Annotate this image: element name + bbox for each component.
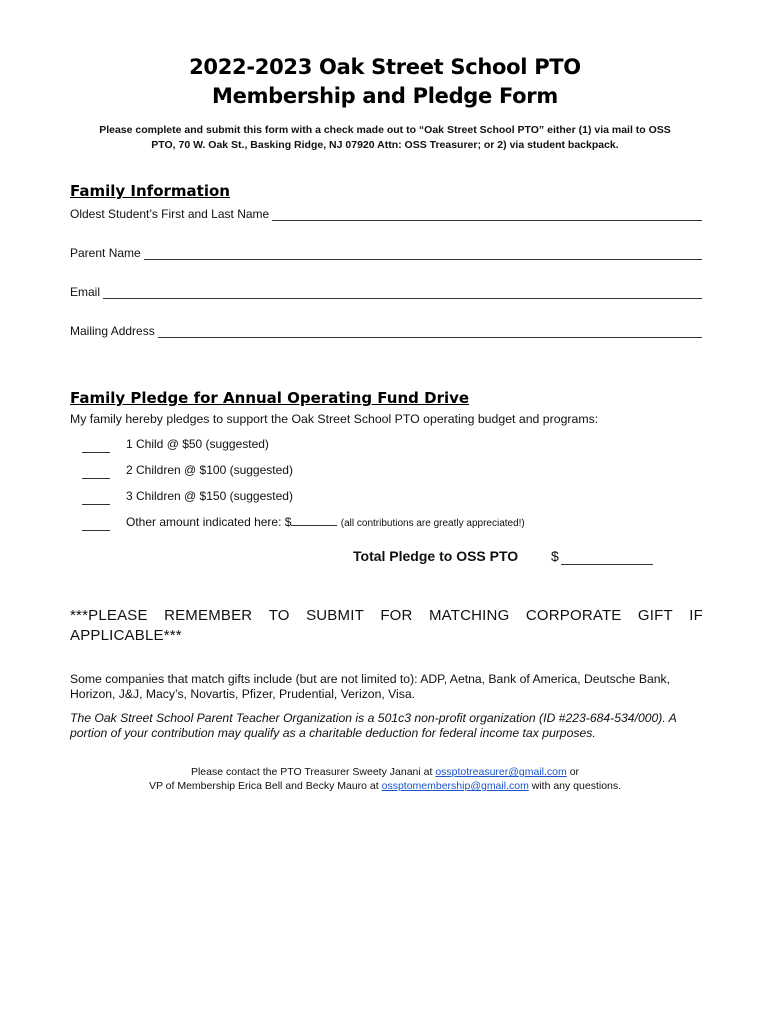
pledge-option-1: 1 Child @ $50 (suggested) (126, 437, 269, 451)
pledge-option-2: 2 Children @ $100 (suggested) (126, 463, 293, 477)
instructions-line2: PTO, 70 W. Oak St., Basking Ridge, NJ 07920 Attn: OSS Treasurer; or 2) via student backpack. (151, 139, 619, 151)
parent-name-label: Parent Name (70, 246, 141, 260)
companies-line2: Horizon, J&J, Macy’s, Novartis, Pfizer, Prudential, Verizon, Visa. (70, 687, 415, 701)
reminder-word: CORPORATE (525, 607, 622, 624)
pledge-option-other (126, 515, 525, 529)
student-name-field[interactable] (70, 205, 702, 221)
parent-name-field[interactable] (70, 244, 702, 260)
mailing-address-label: Mailing Address (70, 324, 155, 338)
pledge-option-3-blank[interactable] (82, 492, 110, 505)
mailing-address-line[interactable] (158, 326, 702, 338)
email-line[interactable] (103, 287, 702, 299)
contact-line2-text: VP of Membership Erica Bell and Becky Mauro at (148, 780, 382, 792)
reminder-line1 (70, 606, 703, 626)
reminder-word: REMEMBER (164, 607, 253, 624)
mailing-address-field[interactable] (70, 322, 702, 338)
contact-line2-tail: with any questions. (528, 780, 622, 792)
reminder-word: MATCHING (428, 607, 510, 624)
membership-email-link[interactable]: ossptomembership@gmail.com (381, 780, 529, 792)
reminder-word: GIFT (637, 607, 673, 624)
reminder-word: ***PLEASE (70, 607, 148, 624)
nonprofit-statement (70, 711, 704, 741)
pledge-option-3: 3 Children @ $150 (suggested) (126, 489, 293, 503)
reminder-word: SUBMIT (306, 607, 364, 624)
student-name-line[interactable] (272, 209, 702, 221)
total-pledge-currency: $ (551, 548, 559, 564)
contact-line1-text: Please contact the PTO Treasurer Sweety Janani at (190, 766, 436, 778)
pledge-intro: My family hereby pledges to support the Oak Street School PTO operating budget and programs: (70, 412, 599, 426)
student-name-label: Oldest Student’s First and Last Name (70, 207, 270, 221)
companies-line1: Some companies that match gifts include (but are not limited to): ADP, Aetna, Bank of America, Deutsche Bank, (70, 672, 670, 686)
other-amount-line[interactable] (291, 515, 337, 526)
form-instructions (70, 123, 700, 153)
reminder-word: FOR (380, 607, 413, 624)
email-field[interactable] (70, 283, 702, 299)
nonprofit-line1: The Oak Street School Parent Teacher Organization is a 501c3 non-profit organization (ID #223-684-534/000). A (70, 711, 677, 725)
pledge-option-other-label: Other amount indicated here: $ (126, 515, 292, 529)
contact-line1-tail: or (566, 766, 580, 778)
parent-name-line[interactable] (144, 248, 702, 260)
treasurer-email-link[interactable]: ossptotreasurer@gmail.com (435, 766, 567, 778)
instructions-line1: Please complete and submit this form with a check made out to “Oak Street School PTO” either (1) via mail to OSS (99, 124, 671, 136)
matching-gift-reminder (70, 606, 703, 646)
total-pledge-line[interactable] (561, 550, 653, 565)
pledge-option-other-note: (all contributions are greatly appreciated!) (340, 518, 525, 529)
form-title-line2: Membership and Pledge Form (212, 84, 558, 108)
form-title-line1: 2022-2023 Oak Street School PTO (189, 55, 581, 79)
nonprofit-line2: portion of your contribution may qualify as a charitable deduction for federal income tax purposes. (70, 726, 596, 740)
matching-companies-text (70, 672, 704, 702)
reminder-word: TO (268, 607, 290, 624)
pledge-option-other-blank[interactable] (82, 518, 110, 531)
family-information-heading: Family Information (70, 182, 230, 200)
email-label: Email (70, 285, 101, 299)
pledge-option-2-blank[interactable] (82, 466, 110, 479)
contact-line2 (0, 779, 770, 793)
total-pledge-label: Total Pledge to OSS PTO (353, 548, 519, 564)
reminder-line2: APPLICABLE*** (70, 627, 182, 644)
pledge-option-1-blank[interactable] (82, 440, 110, 453)
reminder-word: IF (689, 607, 703, 624)
contact-line1 (0, 765, 770, 779)
pledge-heading: Family Pledge for Annual Operating Fund Drive (70, 389, 470, 407)
